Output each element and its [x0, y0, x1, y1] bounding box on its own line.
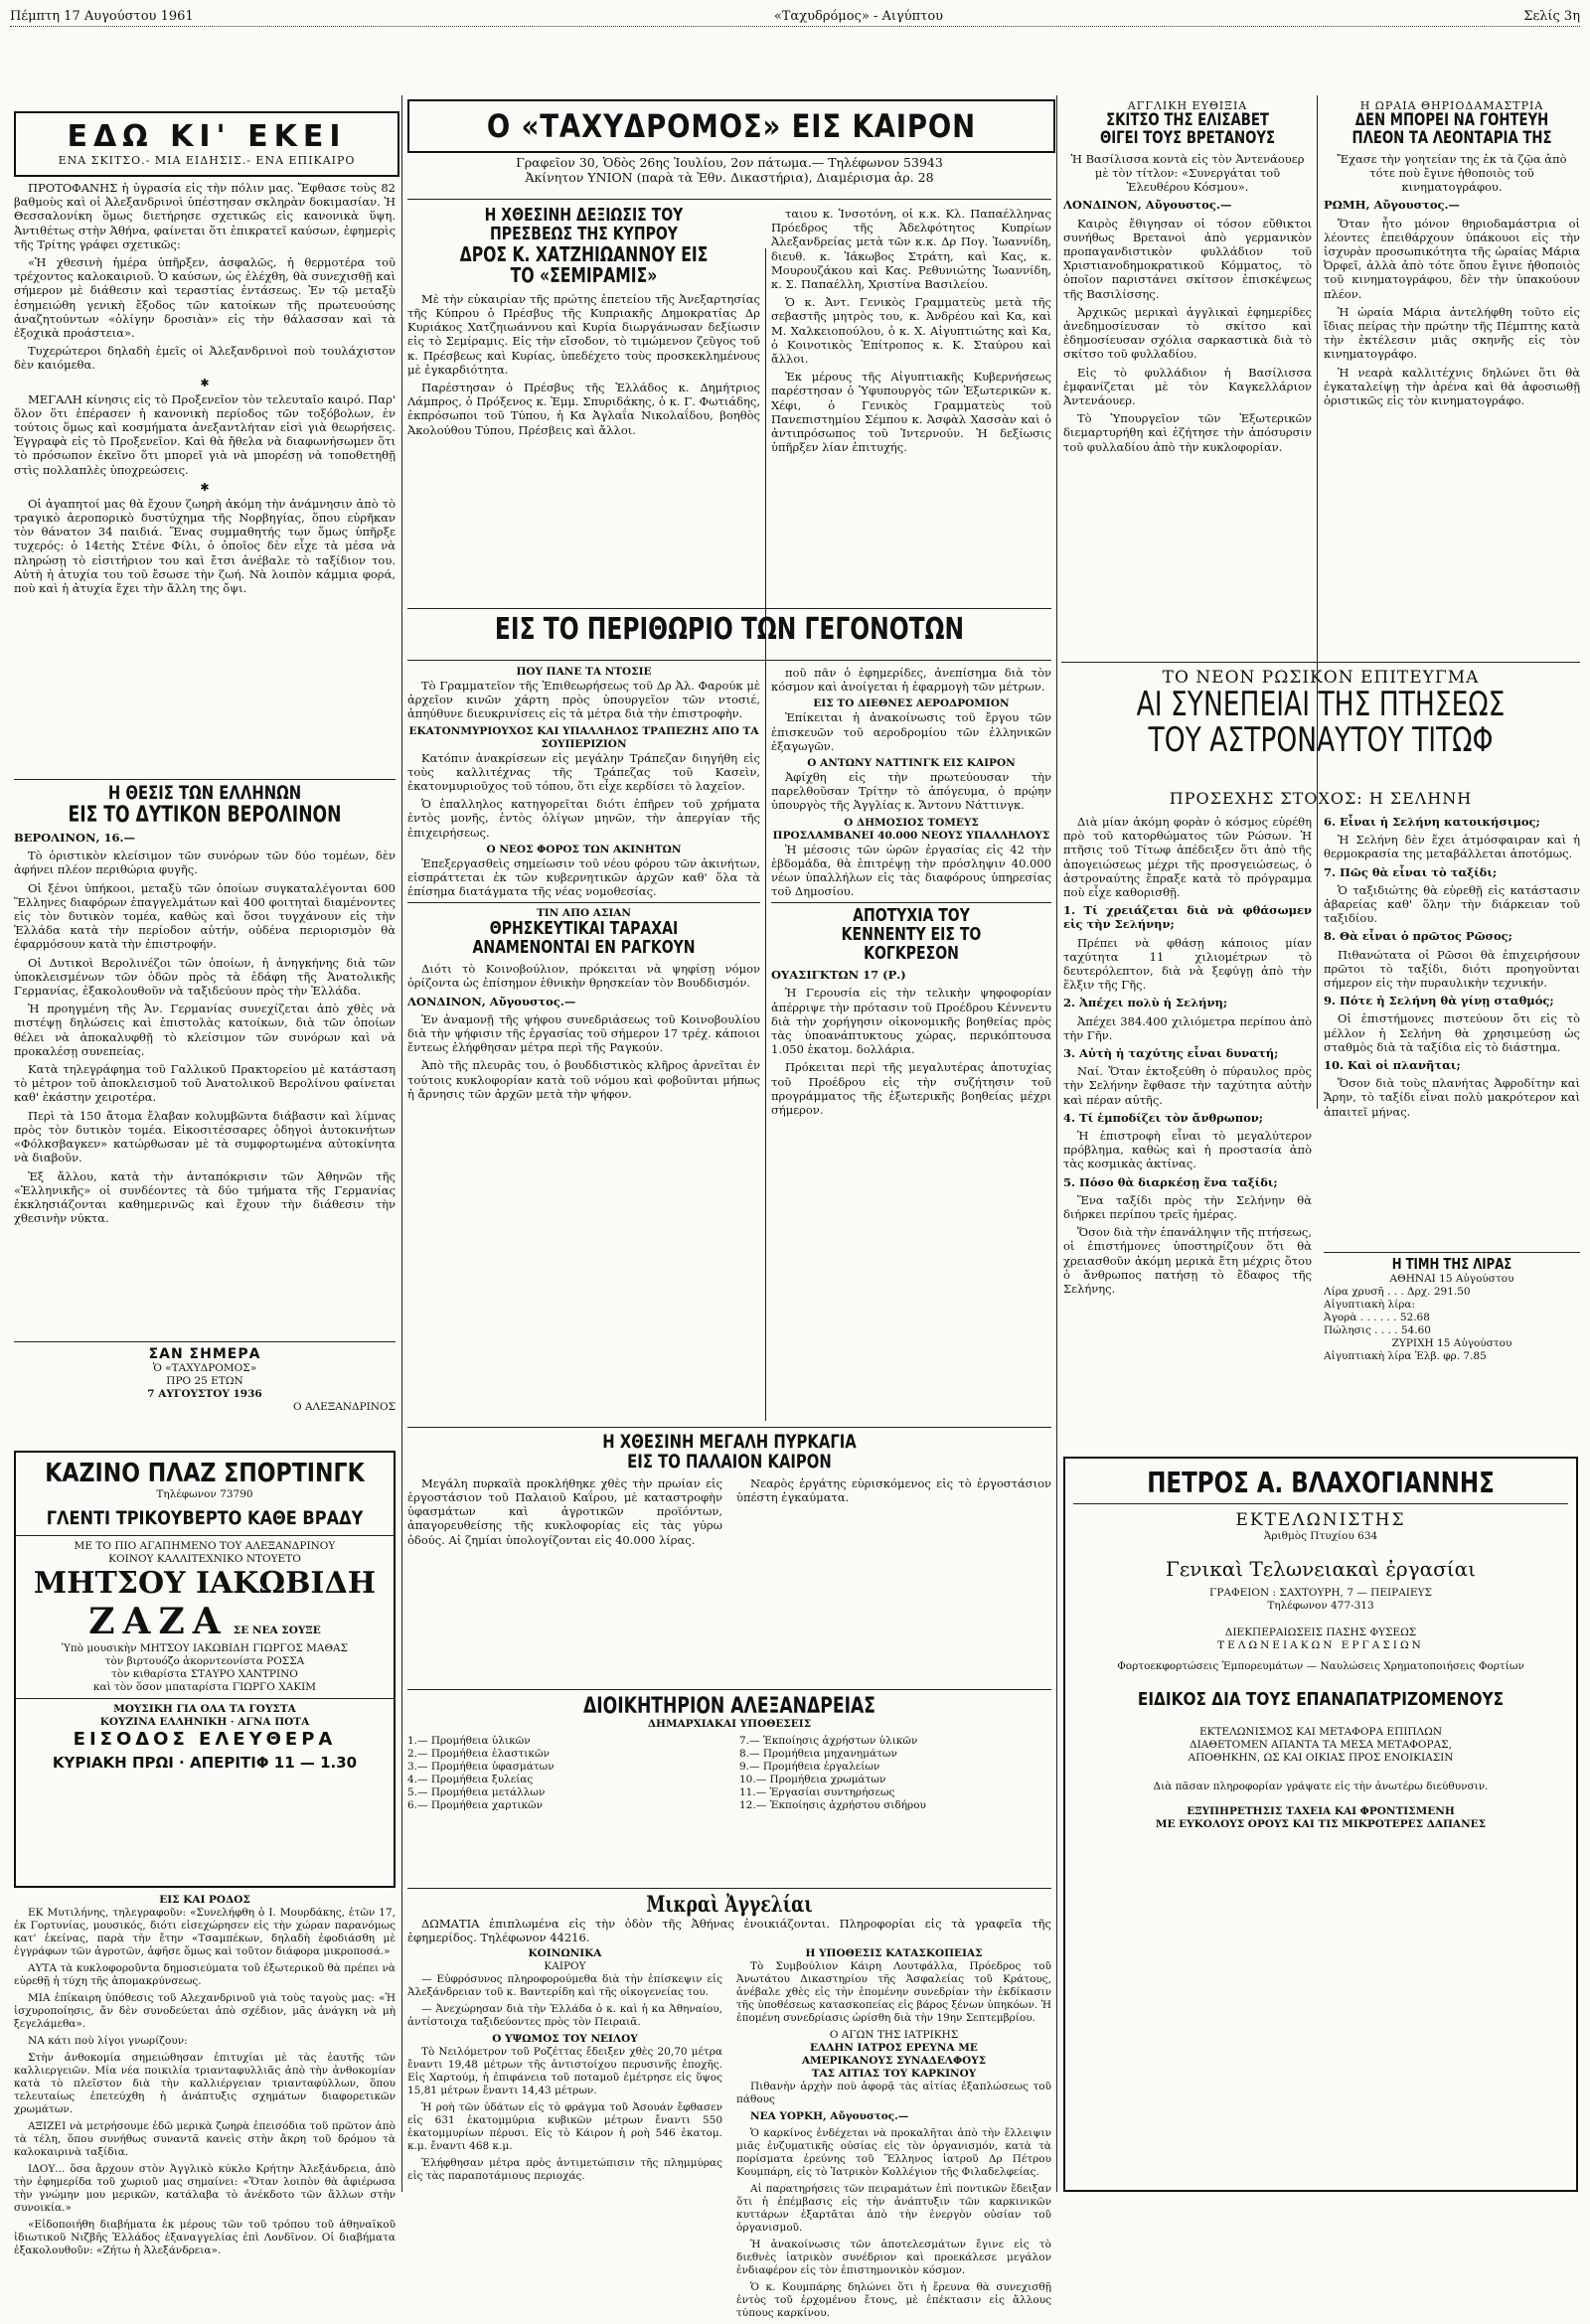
orfi-paragraph: Ἡ ὡραία Μάρια ἀντελήφθη τοῦτο εἰς ἴδιας πείρας τὴν πρώτην τῆς Πέμπτης κατὰ τὴν ἐκτέλεσιν μιᾶς σκηνῆς εἰς τὸν κινηματογράφο.	[1324, 304, 1580, 362]
orfi-article	[1324, 99, 1580, 656]
dioik-item: 8.— Προμήθεια μηχανημάτων	[739, 1748, 897, 1761]
fire-paragraph: Νεαρὸς ἐργάτης εὑρισκόμενος εἰς τὸ ἐργοστάσιον ὑπέστη ἐγκαύματα.	[736, 1475, 1051, 1505]
titov-paragraph: Ὅσον διὰ τὴν ἐπανάληψιν τῆς πτήσεως, οἱ ἐπιστήμονες ὑποστηρίζουν ὅτι θὰ χρειασθοῦν ἀκόμη μερικὰ ἔτη μέχρις ὅτου ὁ ἄνθρωπος πατήσῃ τὸ ἔδαφος τῆς Σελήνης.	[1063, 1225, 1312, 1297]
dioik-sub: ΔΗΜΑΡΧΙΑΚΑΙ ΥΠΟΘΕΣΕΙΣ	[647, 1718, 812, 1731]
titov-kicker: ΤΟ ΝΕΟΝ ΡΩΣΙΚΟΝ ΕΠΙΤΕΥΓΜΑ	[1162, 668, 1480, 688]
hellenes-paragraph: Οἱ Δυτικοὶ Βερολινέζοι τῶν ὁποίων, ἡ ἀνηγκήνης διὰ τῶν ὑποκλεισμένων τῶν ὁδῶν πρὸς τὰ ἐδάφη τῆς Ἀνατολικῆς Γερμανίας, ἐξακολουθοῦν νὰ ταξιδεύουν πρὸς τὴν Ἑλλάδα.	[14, 955, 396, 999]
dioik-item: 7.— Ἐκποίησις ἀχρήστων ὑλικῶν	[739, 1735, 918, 1748]
periph-paragraph: Ἡ Γερουσία εἰς τὴν τελικὴν ψηφοφορίαν ἀπέρριψε τὴν πρότασιν τοῦ Προέδρου Κέννεντυ διὰ τὴν χορήγησιν οἰκονομικῆς βοηθείας πρὸς τὰς ὑποανάπτυκτους χώρας, περικόπτουσα 1.050 ἑκατομ. δολλάρια.	[771, 986, 1051, 1057]
periph-sub: ΕΚΑΤΟΝΜΥΡΙΟΥΧΟΣ ΚΑΙ ΥΠΑΛΛΗΛΟΣ ΤΡΑΠΕΖΗΣ ΑΠΟ ΤΑ ΣΟΥΠΕΡΙΖΙΟΝ	[408, 724, 759, 750]
ad-line: ΑΠΟΘΗΚΗΝ, ΩΣ ΚΑΙ ΟΙΚΙΑΣ ΠΡΟΣ ΕΝΟΙΚΙΑΣΙΝ	[1188, 1752, 1454, 1764]
periph-article	[407, 666, 760, 1421]
titov-answer: Ἡ ἐπιστροφὴ εἶναι τὸ μεγαλύτερον πρόβλημα, καθὼς καὶ ἡ προστασία ἀπὸ τὰς κοσμικὰς ἀκτίνας.	[1063, 1129, 1312, 1171]
address-line: Γραφεῖον 30, Ὁδὸς 26ης Ἰουλίου, 2ον πάτωμα.— Τηλέφωνον 53943	[516, 155, 943, 170]
dioik-list	[407, 1735, 719, 1812]
dateline: ΡΩΜΗ, Αὔγουστος.—	[1324, 198, 1461, 213]
dateline: ΝΕΑ ΥΟΡΚΗ, Αὔγουστος.—	[750, 2110, 909, 2122]
dioik-item: 10.— Προμήθεια χρωμάτων	[739, 1774, 886, 1786]
periph-paragraph: ποῦ πᾶν ὁ ἐφημερίδες, ἀνεπίσημα διὰ τὸν κόσμον καὶ ἀνοίγεται ἡ ἐφαρμογὴ τῶν μέτρων.	[771, 666, 1051, 695]
titov-question: 9. Πότε ἡ Σελήνη θὰ γίνῃ σταθμός;	[1324, 994, 1554, 1008]
rhodes-article	[14, 1894, 396, 2256]
page-number: Σελίς 3η	[1523, 8, 1580, 24]
cyprus-headline-2: ΔΡΟΣ Κ. ΧΑΤΖΗΙΩΑΝΝΟΥ ΕΙΣ ΤΟ «ΣΕΜΙΡΑΜΙΣ»	[459, 241, 709, 287]
asia-headline-2: ΑΝΑΜΕΝΟΝΤΑΙ ΕΝ ΡΑΓΚΟΥΝ	[472, 937, 696, 959]
titov-header	[1061, 668, 1580, 787]
dioik-list	[739, 1735, 1051, 1812]
neilos-paragraph: Τὸ Νειλόμετρον τοῦ Ροζέττας ἔδειξεν χθὲς 20,70 μέτρα ἔναντι 19,48 μέτρων τῆς ἀντιστοίχου περυσινῆς ἐποχῆς. Εἰς Χαρτούμ, ἡ ἐπιφάνεια τοῦ ποταμοῦ ἐμέτρησε εἰς ὕψος 15,81 μέτρων ἔναντι 14,43 μέτρων.	[407, 2046, 722, 2096]
periph-sub: ΤΙΝ ΑΠΟ ΑΣΙΑΝ	[536, 907, 632, 920]
periph-article-right	[771, 666, 1051, 1421]
dioik-item: 6.— Προμήθεια χαρτικῶν	[407, 1799, 543, 1812]
cyprus-paragraph: Ὁ κ. Ἀντ. Γενικὸς Γραμματεὺς μετὰ τῆς σεβαστῆς μητρὸς του, κ. Ἀνδρέου καὶ Κα, καὶ Μ. Χαλκειοπούλου, ὁ κ. Χ. Αἰγυπτιώτης καὶ Κα, ὁ Κοινοτικὸς Ἐπίτροπος κ. Κ. Σταύρου καὶ ἄλλοι.	[771, 295, 1051, 367]
ad-line: ΔΙΕΚΠΕΡΑΙΩΣΕΙΣ ΠΑΣΗΣ ΦΥΣΕΩΣ	[1224, 1627, 1417, 1638]
extra-news	[407, 1947, 1051, 2319]
titov-answer: Ὁ ταξιδιώτης θὰ εὑρεθῇ εἰς κατάστασιν ἀβαρείας καθ' ὅλην τὴν διάρκειαν τοῦ ταξιδίου.	[1324, 882, 1580, 926]
titov-question: 4. Τί ἐμποδίζει τὸν ἄνθρωπον;	[1063, 1110, 1264, 1125]
neilos-headline: Ο ΥΨΩΜΟΣ ΤΟΥ ΝΕΙΛΟΥ	[492, 2033, 638, 2045]
koin-paragraph: — Εὐφρόσυνος πληροφορούμεθα διὰ τὴν ἐπίσκεψιν εἰς Ἀλεξάνδρειαν τοῦ κ. Βαντερίδη καὶ τῆς οἰκογενείας του.	[407, 1973, 722, 1998]
rule	[407, 608, 1051, 609]
casino-line: καὶ τὸν ὅσον μπαταρίστα ΓΙΩΡΓΟ ΧΑΚΙΜ	[92, 1681, 317, 1693]
casino-line: ΚΟΥΖΙΝΑ ΕΛΛΗΝΙΚΗ · ΑΓΝΑ ΠΟΤΑ	[99, 1716, 310, 1728]
titov-subhead-row	[1061, 789, 1580, 811]
ad-line: ΓΡΑΦΕΙΟΝ : ΣΑΧΤΟΥΡΗ, 7 — ΠΕΙΡΑΙΕΥΣ	[1209, 1587, 1432, 1599]
ad-line: ΔΙΑΘΕΤΟΜΕΝ ΑΠΑΝΤΑ ΤΑ ΜΕΣΑ ΜΕΤΑΦΟΡΑΣ,	[1190, 1739, 1452, 1751]
iatr-paragraph: Ὁ κ. Κουμπάρης δηλώνει ὅτι ἡ ἔρευνα θὰ συνεχισθῇ ἐντὸς τοῦ ἐρχομένου ἔτους, μὲ ἐπέκτασιν εἰς ἄλλους τύπους καρκίνου.	[736, 2281, 1051, 2319]
dateline: ΟΥΑΣΙΓΚΤΩΝ 17 (Ρ.)	[771, 968, 906, 983]
rule	[407, 1689, 1051, 1690]
casino-slogan: ΓΛΕΝΤΙ ΤΡΙΚΟΥΒΕΡΤΟ ΚΑΘΕ ΒΡΑΔΥ	[46, 1507, 364, 1529]
kennedy-headline-2: ΚΕΝΝΕΝΤΥ ΕΙΣ ΤΟ ΚΟΓΚΡΕΣΟΝ	[841, 924, 982, 965]
iatr-headline-2: ΑΜΕΡΙΚΑΝΟΥΣ ΣΥΝΑΔΕΛΦΟΥΣ	[801, 2055, 987, 2067]
edo-article	[14, 181, 396, 767]
casino-line: ΚΥΡΙΑΚΗ ΠΡΩΙ · ΑΠΕΡΙΤΙΦ 11 — 1.30	[52, 1754, 358, 1772]
periph-paragraph: Κατόπιν ἀνακρίσεων εἰς μεγάλην Τράπεζαν διηγήθη εἰς τοὺς καλλιτέχνας τῆς Τράπεζας τοῦ Κασεὶν, ἐκατονμυριοῦχος τοῦ τόπου, ὅτι εἶχε κερδίσει τὸ λαχεῖον.	[407, 750, 760, 794]
periph-paragraph: Ἐπεξεργασθεὶς σημείωσιν τοῦ νέου φόρου τῶν ἀκινήτων, εἰσπράττεται ἐκ τῶν κυβερνητικῶν ἀρχῶν καθ' ὅλα τὰ ἐπίσημα διατάγματα τῆς νέας νομοθεσίας.	[407, 855, 760, 899]
dateline: ΛΟΝΔΙΝΟΝ, Αὔγουστος.—	[407, 994, 576, 1008]
elis-paragraph: Ἀρχικῶς μερικαὶ ἀγγλικαὶ ἐφημερίδες ἀνεδημοσίευσαν τὸ σκίτσο καὶ ἐδημοσίευσαν σχόλια σαρκαστικὰ διὰ τὸ σκίτσο τοῦ φυλλαδίου.	[1063, 304, 1312, 362]
periph-sub: Ο ΝΕΟΣ ΦΟΡΟΣ ΤΩΝ ΑΚΙΝΗΤΩΝ	[486, 843, 682, 855]
periph-sub: ΠΡΟΣΛΑΜΒΑΝΕΙ 40.000 ΝΕΟΥΣ ΥΠΑΛΛΗΛΟΥΣ	[772, 829, 1050, 842]
titov-answer: Ἕνα ταξίδι πρὸς τὴν Σελήνην θὰ διήρκει περίπου τρεῖς ἡμέρας.	[1063, 1192, 1312, 1222]
orfi-paragraph: Ὅταν ἦτο μόνον θηριοδαμάστρια οἱ λέοντες ἐπειθάρχουν ὑπάκουοι εἰς τὴν ἰσχυρὰν προσωπικότητα τῆς ὡραίας Μάρια Ὀρφεῖ, ἀλλὰ ἀπὸ τότε ὅπου ἔγινε ἡθοποιὸς τοῦ κινηματογράφου, δὲν τὴν ὑπακούουν πλέον.	[1324, 216, 1580, 301]
rule	[407, 1427, 1051, 1428]
titov-subhead: ΠΡΟΣΕΧΗΣ ΣΤΟΧΟΣ: Η ΣΕΛΗΝΗ	[1169, 789, 1473, 808]
lira-row: Πώλησις . . . . 54.60	[1324, 1323, 1431, 1336]
cyprus-article-cont	[771, 207, 1051, 604]
sim-line: Ὁ «ΤΑΧΥΔΡΟΜΟΣ»	[152, 1362, 257, 1374]
mikrai-paragraph: ΔΩΜΑΤΙΑ ἐπιπλωμένα εἰς τὴν ὁδὸν τῆς Ἀθήνας ἐνοικιάζονται. Πληροφορίαι εἰς τὰ γραφεῖα τῆς ἐφημερίδος. Τηλέφωνον 44216.	[407, 1917, 1051, 1945]
titov-answer: Ὅσον διὰ τοὺς πλανήτας Ἀφροδίτην καὶ Ἄρην, τὸ ταξίδι εἶναι πολὺ μακρότερον καὶ ἀπαιτεῖ μήνας.	[1324, 1076, 1580, 1119]
hellenes-article	[14, 775, 396, 1331]
rhodes-paragraph: ΑΞΙΖΕΙ νὰ μετρήσουμε ἐδῶ μερικὰ ζωηρὰ ἐπεισόδια τοῦ πρῶτον ἀπὸ τὰ τέλη, ὅπου συνήθως συναντᾶ κανεὶς στὴν ἄκρη τοῦ δρόμου τὰ καλοκαιρινὰ ταξίδια.	[14, 2120, 396, 2158]
titov-paragraph: Διὰ μίαν ἀκόμη φορὰν ὁ κόσμος εὑρέθη πρὸ τοῦ κατορθώματος τῶν Ρώσων. Ἡ πτῆσις τοῦ Τίτωφ ἀπέδειξεν ὅτι ἀπὸ τῆς ἀπογειώσεως μέχρι τῆς προσγειώσεως, ὁ ἀστροναύτης ἔπραξε κατὰ τὸ πρόγραμμα ποὺ εἶχε καθορισθῇ.	[1063, 815, 1312, 900]
iatr-headline-3: ΤΑΣ ΑΙΤΙΑΣ ΤΟΥ ΚΑΡΚΙΝΟΥ	[811, 2068, 977, 2080]
hellenes-paragraph: Ἐξ ἄλλου, κατὰ τὴν ἀνταπόκρισιν τῶν Ἀθηνῶν τῆς «Ἑλληνικῆς» οἱ συνδέοντες τὰ δύο τμήματα τῆς Γερμανίας ἐκκλησιάζονται καθημερινῶς καὶ ἔχουν τὴν διάθεσιν τὴν χθεσινὴν νύκτα.	[14, 1168, 396, 1226]
orfi-tag: Η ΩΡΑΙΑ ΘΗΡΙΟΔΑΜΑΣΤΡΙΑ	[1359, 99, 1544, 112]
ad-line: Διὰ πᾶσαν πληροφορίαν γράψατε εἰς τὴν ἀνωτέρω διεύθυνσιν.	[1153, 1781, 1489, 1792]
periph-sub: ΕΙΣ ΤΟ ΔΙΕΘΝΕΣ ΑΕΡΟΔΡΟΜΙΟΝ	[813, 697, 1010, 710]
elis-headline-1: ΣΚΙΤΣΟ ΤΗΣ ΕΛΙΣΑΒΕΤ	[1106, 110, 1269, 130]
elis-tag: ΑΓΓΛΙΚΗ ΕΥΘΙΞΙΑ	[1127, 99, 1248, 112]
sim-line: 7 ΑΥΓΟΥΣΤΟΥ 1936	[147, 1388, 262, 1400]
ad-line: ΜΕ ΕΥΚΟΛΟΥΣ ΟΡΟΥΣ ΚΑΙ ΤΙΣ ΜΙΚΡΟΤΕΡΕΣ ΔΑΠΑΝΕΣ	[1155, 1818, 1487, 1830]
elis-paragraph: Καιρὸς ἔθιγησαν οἱ τόσον εὔθικτοι συνήθως Βρετανοὶ ἀπὸ γερμανικὸν προπαγανδιστικὸν φυλλάδιον τοῦ Χριστιανοδημοκρατικοῦ Κόμματος, τὸ ὁποῖον παριστάνει σκίτσον ἐπισκέψεως τῆς Βασιλίσσης.	[1063, 216, 1312, 301]
periph-sub: Ο ΑΝΤΩΝΥ ΝΑΤΤΙΝΓΚ ΕΙΣ ΚΑΙΡΟΝ	[807, 757, 1016, 770]
neilos-paragraph: Ἡ ροὴ τῶν ὑδάτων εἰς τὸ φράγμα τοῦ Ἀσουάν ἔφθασεν εἰς 631 ἑκατομμύρια κυβικῶν μέτρων ἔναντι 550 ἑκατομμυρίων πέρυσι. Εἰς τὸ Κάιρον ἡ ροὴ 546 ἑκατομ. κ.μ. ἔναντι 468 κ.μ.	[407, 2101, 722, 2152]
dioik-item: 1.— Προμήθεια ὑλικῶν	[407, 1735, 531, 1748]
cyprus-article	[407, 207, 760, 604]
casino-line: Ὑπὸ μουσικὴν ΜΗΤΣΟΥ ΙΑΚΩΒΙΔΗ ΓΙΩΡΓΟΣ ΜΑΘΑΣ	[61, 1642, 349, 1654]
column-rule	[1056, 95, 1057, 2192]
rule	[1061, 662, 1580, 663]
sim-article	[14, 1337, 396, 1443]
ad-line: Γενικαὶ Τελωνειακαὶ ἐργασίαι	[1166, 1557, 1476, 1581]
ad-line: ΕΙΔΙΚΟΣ ΔΙΑ ΤΟΥΣ ΕΠΑΝΑΠΑΤΡΙΖΟΜΕΝΟΥΣ	[1137, 1689, 1505, 1710]
fire-article	[407, 1433, 1051, 1681]
orfi-headline-2: ΠΛΕΟΝ ΤΑ ΛΕΟΝΤΑΡΙΑ ΤΗΣ	[1352, 127, 1552, 148]
dioik-item: 2.— Προμήθεια ἐλαστικῶν	[407, 1748, 550, 1761]
iatr-sub: Ο ΑΓΩΝ ΤΗΣ ΙΑΤΡΙΚΗΣ	[829, 2029, 959, 2041]
iatr-paragraph: Ἡ ἀνακοίνωσις τῶν ἀποτελεσμάτων ἔγινε εἰς τὸ διεθνὲς ἰατρικὸν συνέδριον καὶ προεκάλεσε μεγάλον ἐνδιαφέρον εἰς τὸν ἐπιστημονικὸν κόσμον.	[736, 2239, 1051, 2276]
periph-paragraph: Ὁ ἐπαλληλος κατηγορεῖται διότι ἐπῆρεν τοῦ χρήματα ἐντὸς μονῆς, ἐντὸς ὀλίγων μηνῶν, τὴν ἀπεργίαν τῆς ἐπιχειρήσεως.	[407, 797, 760, 840]
dioik-headline: ΔΙΟΙΚΗΤΗΡΙΟΝ ΑΛΕΞΑΝΔΡΕΙΑΣ	[583, 1694, 875, 1719]
casino-line: ΚΟΙΝΟΥ ΚΑΛΛΙΤΕΧΝΙΚΟ ΝΤΟΥΕΤΟ	[108, 1553, 301, 1565]
column-rule	[1317, 95, 1318, 1109]
periph-paragraph: Ἐπίκειται ἡ ἀνακοίνωσις τοῦ ἔργου τῶν ἐπισκευῶν τοῦ αεροδρομίου τῶν ἐλληνικῶν ἐξαγωγῶν.	[771, 710, 1051, 753]
periph-paragraph: Ἡ μέσοσις τῶν ὡρῶν ἐργασίας εἰς 42 τὴν ἑβδομάδα, θὰ ἐπιτρέψῃ τὴν πρόσληψιν 40.000 νέων ὑπαλλήλων εἰς τὰς διαφόρους ὑπηρεσίας τοῦ Δημοσίου.	[771, 842, 1051, 899]
katask-paragraph: Τὸ Συμβούλιον Κάιρη Λουτφάλλα, Πρόεδρος τοῦ Ἀνωτάτου Δικαστηρίου τῆς Ἀσφαλείας τοῦ Κράτους, ἀνέβαλε χθὲς εἰς τὴν ἑπομένην συνεδρίαν τὴν ἐκδίκασιν τῆς ὑποθέσεως κατασκοπείας εἰς βάρος ξένων ὑπηκόων. Ἡ ἐπομένη συνεδρίασις ὡρίσθη διὰ τὴν 19ην Σεπτεμβρίου.	[736, 1960, 1051, 2024]
elis-paragraph: Τὸ Ὑπουργεῖον τῶν Ἐξωτερικῶν διεμαρτυρήθη καὶ ἐζήτησε τὴν ἀπόσυρσιν τοῦ φυλλαδίου ἀπὸ τὴν κυκλοφορίαν.	[1063, 411, 1312, 454]
fire-headline-1: Η ΧΘΕΣΙΝΗ ΜΕΓΑΛΗ ΠΥΡΚΑΓΙΑ	[602, 1431, 857, 1453]
casino-artist: ΜΗΤΣΟΥ ΙΑΚΩΒΙΔΗ	[33, 1566, 377, 1601]
ad-line: Ἀριθμὸς Πτυχίου 634	[1263, 1530, 1378, 1542]
fire-paragraph: Μεγάλη πυρκαϊὰ προκλήθηκε χθὲς τὴν πρωίαν εἰς ἑργοστάσιον τοῦ Παλαιοῦ Καΐρου, μὲ καταστροφὴν ὑφασμάτων καὶ ἀγροτικῶν προϊόντων, ἀπαγορευθείσης τῆς κυκλοφορίας εἰς τὰς γύρω ὁδούς. Αἱ ζημίαι ὑπολογίζονται εἰς 40.000 λίρας.	[407, 1475, 722, 1547]
issue-date: Πέμπτη 17 Αυγούστου 1961	[10, 8, 194, 24]
column-rule	[401, 95, 402, 2192]
orfi-lead: Ἔχασε τὴν γοητείαν της ἐκ τὰ ζῷα ἀπὸ τότε ποὺ ἔγινε ἡθοποιὸς τοῦ κινηματογράφου.	[1337, 151, 1567, 195]
rhodes-paragraph: Στὴν ἀνθοκομία σημειώθησαν ἐπιτυχίαι μὲ τὰς ἐαυτῆς τῶν καλλιεργειῶν. Μία νέα ποικιλία τριανταφυλλιᾶς ἀπὸ τὴν ἀνθοκομίαν κατὰ τὸ πλεῖστον διὰ τὴν καλλιέργειαν τριανταφύλλων, ὅπου τελευταίως ἐπετεύχθη ἡ ἀνάπτυξις σχημάτων διαφορετικῶν χρωμάτων.	[14, 2052, 396, 2115]
lira-row: Αἰγυπτιακὴ λίρα:	[1324, 1298, 1416, 1311]
periph-paragraph: Τὸ Γραμματεῖον τῆς Ἐπιθεωρήσεως τοῦ Δρ Ἀλ. Φαρούκ μὲ ἀρχεῖον κινῶν χάρτη πρὸς ὑπουργεῖον τῶν ντοσιέ, ἀπηύθυνε διευκρινίσεις εἰς τὰ μέτρα διὰ τὴν ἐπιστροφὴν.	[407, 679, 760, 721]
dioik-item: 3.— Προμήθεια ὑφασμάτων	[407, 1761, 555, 1774]
section-title: Ο «ΤΑΧΥΔΡΟΜΟΣ» ΕΙΣ ΚΑΙΡΟΝ	[486, 107, 977, 145]
katask-headline: Η ΥΠΟΘΕΣΙΣ ΚΑΤΑΣΚΟΠΕΙΑΣ	[805, 1947, 983, 1959]
titov-article	[1063, 815, 1312, 1451]
iatr-headline-1: ΕΛΛΗΝ ΙΑΤΡΟΣ ΕΡΕΥΝΑ ΜΕ	[810, 2042, 978, 2054]
dateline: ΒΕΡΟΛΙΝΟΝ, 16.—	[14, 831, 136, 846]
ad-line: ΕΚΤΕΛΩΝΙΣΜΟΣ ΚΑΙ ΜΕΤΑΦΟΡΑ ΕΠΙΠΛΩΝ	[1198, 1726, 1443, 1738]
casino-name: ΚΑΖΙΝΟ ΠΛΑΖ ΣΠΟΡΤΙΝΓΚ	[45, 1459, 365, 1488]
koin-paragraph: — Ἀνεχώρησαν διὰ τὴν Ἑλλάδα ὁ κ. καὶ ἡ κα Ἀθηναίου, ἀντίστοιχα ταξιδεύοντες πρὸς τὸν Πειραιᾶ.	[407, 2003, 722, 2028]
divider: ✱	[200, 376, 210, 389]
edo-paragraph: Οἱ ἀγαπητοί μας θὰ ἔχουν ζωηρὴ ἀκόμη τὴν ἀνάμνησιν ἀπὸ τὸ τραγικὸ ἀεροπορικὸ δυστύχημα τῆς Νορβηγίας, ὅπου εὑρῆκαν τὸν θάνατον 34 παιδιά. Ἕνας συμμαθητής των ὅμως ὑπῆρξε τυχερός: ὁ 14ετὴς Στένε Φίλι, ὁ ὁποῖος δὲν εἶχε τὰ μέσα νὰ πληρώσῃ τὸ εἰσιτήριον του καὶ ἔτσι ἀνέβαλε τὸ ταξίδιον του. Αὐτὴ ἡ ἀτυχία του τοῦ ἔσωσε τὴν ζωή. Νὰ λοιπὸν κάμμια φορά, ποὺ καὶ ἡ ἀτυχία ἔχει τὴν ἄλλη της ὄψι.	[14, 496, 396, 596]
casino-ad	[14, 1451, 396, 1888]
rhodes-paragraph: ΝΑ κάτι ποὺ λίγοι γνωρίζουν:	[28, 2035, 188, 2047]
titov-answer: Πρέπει νὰ φθάσῃ κάποιος μίαν ταχύτητα 11 χιλιομέτρων τὸ δευτερόλεπτον, διὰ νὰ ξεφύγῃ ἀπὸ τὴν ἕλξιν τῆς Γῆς.	[1063, 935, 1312, 993]
dioik-item: 11.— Ἐργασίαι συντηρήσεως	[739, 1786, 895, 1799]
ad-role: ΕΚΤΕΛΩΝΙΣΤΗΣ	[1235, 1510, 1406, 1530]
titov-question: 7. Πῶς θὰ εἶναι τὸ ταξίδι;	[1324, 864, 1498, 879]
titov-question: 10. Καὶ οἱ πλανῆται;	[1324, 1058, 1461, 1073]
hellenes-headline-2: ΕΙΣ ΤΟ ΔΥΤΙΚΟΝ ΒΕΡΟΛΙΝΟΝ	[68, 802, 342, 828]
rhodes-paragraph: ΑΥΤΑ τὰ κυκλοφοροῦντα δημοσιεύματα τοῦ ἐξωτερικοῦ θὰ πρέπει νὰ εὑρεθῇ ἡ τύχη τῆς ἀπομακρύνσεως.	[14, 1962, 396, 1987]
asia-headline-1: ΘΡΗΣΚΕΥΤΙΚΑΙ ΤΑΡΑΧΑΙ	[489, 918, 679, 940]
casino-line: ΕΙΣΟΔΟΣ ΕΛΕΥΘΕΡΑ	[73, 1729, 337, 1750]
elis-paragraph: Εἰς τὸ φυλλάδιον ἡ Βασίλισσα ἐμφανίζεται μὲ τὸν Καγκελλάριον Ἀντενάουερ.	[1063, 365, 1312, 407]
sim-signature: Ο ΑΛΕΞΑΝΔΡΙΝΟΣ	[293, 1401, 396, 1413]
periph-sub: ΠΟΥ ΠΑΝΕ ΤΑ ΝΤΟΣΙΕ	[516, 666, 652, 678]
ad-line: ΕΞΥΠΗΡΕΤΗΣΙΣ ΤΑΧΕΙΑ ΚΑΙ ΦΡΟΝΤΙΣΜΕΝΗ	[1187, 1805, 1455, 1817]
dioik-item: 5.— Προμήθεια μετάλλων	[407, 1786, 546, 1799]
lira-box	[1324, 1248, 1580, 1447]
ad-line: ΤΕΛΩΝΕΙΑΚΩΝ ΕΡΓΑΣΙΩΝ	[1217, 1639, 1424, 1651]
rule	[407, 1888, 1051, 1889]
edo-title: ΕΔΩ ΚΙ' ΕΚΕΙ	[67, 119, 347, 154]
periph-headline: ΕΙΣ ΤΟ ΠΕΡΙΘΩΡΙΟ ΤΩΝ ΓΕΓΟΝΟΤΩΝ	[494, 612, 965, 647]
divider: ✱	[200, 480, 210, 494]
title-box	[407, 99, 1055, 153]
titov-article-cont	[1324, 815, 1580, 1242]
lira-sub: ΑΘΗΝΑΙ 15 Αὐγούστου	[1389, 1272, 1514, 1285]
column-rule	[765, 248, 766, 1421]
sim-paragraph: «Εἰδοποιήθη διαβήματα ἐκ μέρους τῶν τοῦ τρόπου τοῦ ἀθηναϊκοῦ ἰδιωτικοῦ Νιζβῆς Ἑλλάδος ἐξαναγγελίας ἐπὶ Λονδῖνον. Οἱ διαβήματα ἐξακολουθοῦν: «Ζήτω ἡ Ἀλεξάνδρεια».	[14, 2219, 396, 2256]
hellenes-paragraph: Περὶ τὰ 150 ἄτομα ἔλαβαν κολυμβῶντα διάβασιν καὶ λίμνας πρὸς τὸν δυτικὸν τομέα. Εἰκοσιτέσσαρες ὁδηγοὶ ἀυτοκινήτων «Φόλκσβαγκεν» κατώρθωσαν μὲ τὰ συμφορτωμένα αὐτοκίνητα νὰ διαβοῦν.	[14, 1108, 396, 1165]
titov-answer: Ἡ Σελήνη δὲν ἔχει ἀτμόσφαιραν καὶ ἡ θερμοκρασία της μεταβάλλεται ἀποτόμως.	[1324, 833, 1580, 861]
paper-name: «Ταχυδρόμος» - Αιγύπτου	[773, 8, 944, 24]
ad-line: Φορτοεκφορτώσεις Ἐμπορευμάτων — Ναυλώσεις Χρηματοποιήσεις Φορτίων	[1117, 1660, 1524, 1672]
casino-artist-note: ΣΕ ΝΕΑ ΣΟΥΞΕ	[233, 1625, 321, 1636]
titov-question: 5. Πόσο θὰ διαρκέσῃ ἕνα ταξίδι;	[1063, 1174, 1278, 1189]
titov-answer: Ναί. Ὅταν ἐκτοξεύθη ὁ πύραυλος πρὸς τὴν Σελήνην ἔφθασε τὴν ταχύτητα αὐτὴν καὶ πέραν αὐτῆς.	[1063, 1064, 1312, 1107]
lira-row: Αἰγυπτιακὴ λίρα Ἐλβ. φρ. 7.85	[1324, 1349, 1487, 1362]
hellenes-paragraph: Κατὰ τηλεγράφημα τοῦ Γαλλικοῦ Πρακτορείου μὲ κατάσταση τὸ μέτρον τοῦ ἀποκλεισμοῦ τοῦ Ἀνατολικοῦ Βερολίνου φαίνεται καθ' ἑκάστην χειροτέρα.	[14, 1062, 396, 1105]
edo-paragraph: «Ἡ χθεσινὴ ἡμέρα ὑπῆρξεν, ἀσφαλῶς, ἡ θερμοτέρα τοῦ τρέχοντος καλοκαιριοῦ. Ὁ καύσων, ὡς ἐλέχθη, θὰ συνεχισθῇ καὶ σήμερον μὲ διάθεσιν καὶ τεραστίας ἐντάσεως. Ἐν τῷ μεταξὺ ἐσημειώθη γενικὴ ἔξοδος τῶν κατοίκων τῆς πρωτευούσης ἀναζητούντων «ὀλίγην δροσιὰν» εἰς τὴν θάλασσαν καὶ τὰ ἐξοχικὰ προάστεια».	[14, 255, 396, 341]
dioik-item: 4.— Προμήθεια ξυλείας	[407, 1774, 534, 1786]
rhodes-paragraph: ΜΙΑ ἐπίκαιρη ὑπόθεσις τοῦ Αλεχανδρινοῦ γιὰ τοὺς ταγοὺς μας: «Ἡ ἰσχυροποίησις, ἄν δὲν συνοδεύεται ἀπὸ σχέδιον, μᾶς ἀνάγκη νὰ μὴ ξεγελάμεθα».	[14, 1992, 396, 2030]
cyprus-paragraph: ταιου κ. Ἰνσοτόνη, οἱ κ.κ. Κλ. Παπαέλληνας Πρόεδρος τῆς Ἀδελφότητος Κυπρίων Ἀλεξανδρείας μετὰ τῶν κ.κ. Δρ Πογ. Ἰωαννίδη, διευθ. κ. Ἰάκωβος Στράτη, καὶ Κας, κ. Μουρουζάκου καὶ Κας. Ρεθυνιώτης Ἰωαννίδη, κ. Σ. Παπαέλλη, Χριστίνα Βασιλείου.	[771, 207, 1051, 292]
fire-headline-2: ΕΙΣ ΤΟ ΠΑΛΑΙΟΝ ΚΑΙΡΟΝ	[627, 1450, 832, 1472]
titov-question: 3. Αὐτὴ ἡ ταχύτης εἶναι δυνατή;	[1063, 1046, 1279, 1061]
titov-question: 1. Τί χρειάζεται διὰ νὰ φθάσωμεν εἰς τὴν Σελήνην;	[1063, 903, 1312, 932]
title-address	[407, 155, 1051, 195]
periph-paragraph: Ἐν ἀναμονῇ τῆς ψήφου συνεδριάσεως τοῦ Κοινοβουλίου διὰ τὴν ψήφισιν τῆς ἐργασίας τοῦ σήμερον 17 τρέχ. κάποιοι ἔντεως ἐλήφθησαν μέτρα περὶ τῆς Ραγκούν.	[407, 1011, 760, 1055]
edo-header-box	[14, 111, 399, 177]
titov-question: 6. Εἶναι ἡ Σελήνη κατοικήσιμος;	[1324, 815, 1540, 829]
neilos-paragraph: Ἐλήφθησαν μέτρα πρὸς ἀντιμετώπισιν τῆς πλημμύρας εἰς τὰς παραποτάμιους περιοχάς.	[407, 2157, 722, 2182]
casino-artist-row	[16, 1601, 394, 1642]
ad-line: Τηλέφωνον 477-313	[1267, 1600, 1374, 1612]
hellenes-headline-1: Η ΘΕΣΙΣ ΤΩΝ ΕΛΛΗΝΩΝ	[107, 782, 302, 804]
page-header	[10, 6, 1580, 27]
periph-sub: Ο ΔΗΜΟΣΙΟΣ ΤΟΜΕΥΣ	[844, 816, 979, 829]
titov-headline-2: ΤΟΥ ΑΣΤΡΟΝΑΥΤΟΥ ΤΙΤΩΦ	[1148, 719, 1494, 760]
rhodes-headline: ΕΙΣ ΚΑΙ ΡΟΔΟΣ	[159, 1894, 250, 1906]
casino-line: ΜΟΥΣΙΚΗ ΓΙΑ ΟΛΑ ΤΑ ΓΟΥΣΤΑ	[113, 1703, 296, 1715]
edo-paragraph: ΠΡΟΤΟΦΑΝΗΣ ἡ ὑγρασία εἰς τὴν πόλιν μας. Ἔφθασε τοὺς 82 βαθμοὺς καὶ οἱ Ἀλεξανδρινοὶ ὑπέστησαν σκληρὰν δοκιμασίαν. Ἡ Θεσσαλονίκη ὅμως διετήρησε σχετικῶς εἰς κανονικὰ ὕψη. Ἀντιθέτως στὴν Ἀθήνα, φαίνεται ὅτι ἐπικρατεῖ καύσων, ἐφημερὶς τῆς Τρίτης γράφει σχετικῶς:	[14, 181, 397, 251]
casino-line: ΜΕ ΤΟ ΠΙΟ ΑΓΑΠΗΜΕΝΟ ΤΟΥ ΑΛΕΞΑΝΔΡΙΝΟΥ	[74, 1540, 336, 1552]
iatr-paragraph: Αἱ παρατηρήσεις τῶν πειραμάτων ἐπὶ ποντικῶν ἔδειξαν ὅτι ἡ ἐπέμβασις εἰς τὴν ἀνάπτυξιν τῶν καρκινικῶν κυττάρων ἐξαρτᾶται ἀπὸ τὴν ἐνεργὸν οὐσίαν τοῦ ὀργανισμοῦ.	[736, 2183, 1051, 2234]
lira-row: Λίρα χρυσῆ . . . Δρχ. 291.50	[1324, 1285, 1471, 1298]
periph-paragraph: Ἀπὸ τῆς πλευρᾶς του, ὁ βουδδιστικὸς κλῆρος ἀρνεῖται ἐν τούτοις κυκλοφορίαν κατὰ τοῦ νόμου καὶ φοβοῦνται μήπως ἡ ἄρνησις τῶν ἀρχῶν μετὰ τὴν ψήφον.	[407, 1058, 760, 1101]
koin-headline: ΚΟΙΝΩΝΙΚΑ	[528, 1947, 602, 1959]
lira-headline: Η ΤΙΜΗ ΤΗΣ ΛΙΡΑΣ	[1391, 1255, 1512, 1273]
casino-phone: Τηλέφωνον 73790	[156, 1488, 253, 1500]
kennedy-headline-1: ΑΠΟΤΥΧΙΑ ΤΟΥ	[853, 905, 970, 927]
sim-line: ΠΡΟ 25 ΕΤΩΝ	[166, 1375, 243, 1387]
titov-question: 2. Ἀπέχει πολὺ ἡ Σελήνη;	[1063, 996, 1228, 1010]
mikrai-headline: Μικραὶ Ἀγγελίαι	[646, 1892, 813, 1918]
casino-line: τὸν κιθαρίστα ΣΤΑΥΡΟ ΧΑΝΤΡΙΝΟ	[111, 1668, 298, 1680]
periph-paragraph: Πρόκειται περὶ τῆς μεγαλυτέρας ἀποτυχίας τοῦ Προέδρου εἰς τὴν συζήτησιν τοῦ προγράμματος τῆς ἐξωτερικῆς βοηθείας μέχρι σήμερον.	[771, 1060, 1051, 1117]
edo-subtitle: ΕΝΑ ΣΚΙΤΣΟ.- ΜΙΑ ΕΙΔΗΣΙΣ.- ΕΝΑ ΕΠΙΚΑΙΡΟ	[58, 154, 356, 167]
titov-headline-1: ΑΙ ΣΥΝΕΠΕΙΑΙ ΤΗΣ ΠΤΗΣΕΩΣ	[1136, 685, 1506, 724]
rule	[407, 199, 1051, 200]
elis-lead: Ἡ Βασίλισσα κοντὰ εἰς τὸν Ἀντενάουερ μὲ τὸν τίτλον: «Συνεργάται τοῦ Ἐλευθέρου Κόσμου».	[1070, 151, 1305, 195]
vlachogiannis-ad	[1063, 1457, 1578, 2192]
titov-answer: Πιθανώτατα οἱ Ρῶσοι θὰ ἐπιχειρήσουν πρῶτοι τὸ ταξίδι, διότι προηγοῦνται σήμερον εἰς τὴν πυραυλικὴν τεχνικήν.	[1324, 947, 1580, 991]
cyprus-paragraph: Μὲ τὴν εὐκαιρίαν τῆς πρώτης ἐπετείου τῆς Ἀνεξαρτησίας τῆς Κύπρου ὁ Πρέσβυς τῆς Κυπριακῆς Δημοκρατίας Δρ Κυριάκος Χατζηιωάννου καὶ Κυρία διωργάνωσαν δεξίωσιν εἰς τὸ Σεμίραμις. Εἰς τὴν εἴσοδον, τὸ τιμώμενον ζεῦγος τοῦ κ. Πρέσβεως καὶ Κυρίας, ὑπεδέχετο τοὺς προσκεκλημένους μὲ ἐγκαρδιότητα.	[407, 291, 760, 377]
cyprus-headline-1: Η ΧΘΕΣΙΝΗ ΔΕΞΙΩΣΙΣ ΤΟΥ ΠΡΕΣΒΕΩΣ ΤΗΣ ΚΥΠΡΟΥ	[484, 205, 684, 244]
titov-answer: Οἱ ἐπιστήμονες πιστεύουν ὅτι εἰς τὸ μέλλον ἡ Σελήνη θὰ χρησιμεύσῃ ὡς σταθμὸς διὰ τὰ ταξίδια εἰς τὸ διάστημα.	[1324, 1011, 1580, 1054]
periph-header	[407, 614, 1051, 658]
rule	[407, 660, 1051, 661]
iatr-paragraph: Ὁ καρκίνος ἐνδέχεται νὰ προκαλῆται ἀπὸ τὴν ἔλλειψιν μιᾶς ἐνζυματικῆς οὐσίας εἰς τὸν ὀργανισμόν, κατὰ τὰ πορίσματα ἐρεύνης τοῦ Ἕλληνος ἰατροῦ Δρ Πέτρου Κουμπάρη, εἰς τὸ Ἰατρικὸν Κολλέγιον τῆς Φιλαδελφείας.	[736, 2127, 1051, 2178]
casino-line: τὸν βιρτουόζο ἀκορντεονίστα ΡΟΣΣΑ	[104, 1655, 305, 1667]
lira-row: Ἀγορὰ . . . . . . 52.68	[1324, 1311, 1430, 1323]
cyprus-paragraph: Ἐκ μέρους τῆς Αἰγυπτιακῆς Κυβερνήσεως παρέστησαν ὁ Ὑφυπουργὸς τῶν Ἐξωτερικῶν κ. Χέφι, ὁ Γενικὸς Γραμματεὺς τοῦ Πανεπιστημίου Σέμπου κ. Ἀσφὰλ Χασσὰν καὶ ὁ ἀντιπρόσωπος τοῦ Ἰντερνούν. Ἡ δεξίωσις ὑπῆρξεν λίαν ἐπιτυχής.	[771, 370, 1051, 455]
hellenes-paragraph: Ἡ προηγμένη τῆς Ἀν. Γερμανίας συνεχίζεται ἀπὸ χθὲς νὰ πιστέψῃ δηλώσεις καὶ ἐπιστολὰς κατοίκων, διὰ τῶν ὁποίων θέλει νὰ ἀποκαλυφθῇ τὸ κλείσιμον τῶν συνόρων καὶ νὰ προκαλέσῃ συνεπείας.	[14, 1002, 396, 1058]
periph-paragraph: Διότι τὸ Κοινοβούλιον, πρόκειται νὰ ψηφίσῃ νόμον ὁρίζοντα ὡς ἐπίσημον ἐθνικὴν θρησκείαν τὸν Βουδδισμόν.	[407, 962, 760, 991]
iatr-intro: Πιθανὴν ἀρχὴν ποὺ ἀφορᾷ τὰς αἰτίας ἐξαπλώσεως τοῦ πάθους	[736, 2081, 1051, 2105]
sim-headline: ΣΑΝ ΣΗΜΕΡΑ	[148, 1346, 261, 1362]
lira-row: ΖΥΡΙΧΗ 15 Αὐγούστου	[1391, 1336, 1512, 1349]
rhodes-paragraph: ΙΔΟΥ... ὅσα ἄρχουν στὸν Ἀγγλικὸ κύκλο Κρήτην Ἀλεξάνδρεια, ἀπὸ τὴν ἐφημερίδα τοῦ χωριοῦ μας σημαίνει: «Ὅταν λοιπὸν θὰ ἀφιέρωσα τὴν γνώμην μου μερικῶν, κατάλαβα τὸ ἀνέκδοτο τῶν ἄλλων στὴν συνοικία.»	[14, 2163, 396, 2214]
orfi-paragraph: Ἡ νεαρὰ καλλιτέχνις δηλώνει ὅτι θὰ ἐγκαταλείψῃ τὴν ἀρένα καὶ θὰ ἀφοσιωθῇ ὁριστικῶς εἰς τὸν κινηματογράφο.	[1324, 365, 1580, 407]
hellenes-paragraph: Οἱ ξένοι ὑπήκοοι, μεταξὺ τῶν ὁποίων συγκαταλέγονται 600 Ἕλληνες διαφόρων ἐπαγγελμάτων καὶ 400 φοιτηταὶ διαμένοντες εἰς τὸν δυτικὸν τομέα, καθὼς καὶ ὅσοι τυγχάνουν εἰς τὴν Ἑλλάδα κατὰ τὴν περίοδον αὐτήν, οὐδένα περιορισμὸν θὰ ἐφαρμόσουν κατὰ τὴν ἐπιστροφήν.	[14, 880, 396, 952]
elis-article	[1063, 99, 1312, 656]
koin-sub: ΚΑΙΡΟΥ	[544, 1960, 586, 1972]
ad-name: ΠΕΤΡΟΣ Α. ΒΛΑΧΟΓΙΑΝΝΗΣ	[1147, 1467, 1495, 1499]
dioik-article	[407, 1695, 1051, 1884]
casino-artist-2: ΖΑΖΑ	[88, 1601, 229, 1642]
dioik-item: 12.— Ἐκποίησις ἀχρήστου σιδήρου	[739, 1799, 926, 1812]
edo-paragraph: Τυχερώτεροι δηλαδὴ ἐμεῖς οἱ Ἀλεξανδρινοὶ ποὺ τουλάχιστον δὲν καιόμεθα.	[14, 344, 396, 373]
periph-paragraph: Ἀφίχθη εἰς τὴν πρωτεύουσαν τὴν παρελθοῦσαν Τρίτην τὸ ἀπόγευμα, ὁ πρῴην ὑπουργὸς τῆς Ἀγγλίας κ. Ἄντονυ Νάττινγκ.	[771, 770, 1051, 813]
hellenes-paragraph: Τὸ ὁριστικὸν κλείσιμον τῶν συνόρων τῶν δύο τομέων, δὲν ἀφήνει πλέον περιθώρια φυγῆς.	[14, 849, 396, 877]
address-line: Ἀκίνητον ΥΝΙΟΝ (παρὰ τὰ Ἐθν. Δικαστήρια), Διαμέρισμα ἀρ. 28	[525, 170, 934, 185]
dioik-item: 9.— Προμήθεια ἐργαλείων	[739, 1761, 880, 1774]
titov-answer: Ἀπέχει 384.400 χιλιόμετρα περίπου ἀπὸ τὴν Γῆν.	[1063, 1013, 1312, 1042]
edo-paragraph: ΜΕΓΑΛΗ κίνησις εἰς τὸ Προξενεῖον τὸν τελευταῖο καιρό. Παρ' ὅλον ὅτι ἐπέρασεν ἡ κανονικὴ περίοδος τῶν τοξόβολων, ἐν τούτοις ὅμως καὶ κοσμήματα ἀνεξαντλήταν εἰσὶ γιὰ θεωρήσεις. Ἐγγραφὰ εἰς τὸ Προξενεῖον. Καὶ θὰ ἤθελα νὰ διαφωνήσωμεν ὅτι τὸ πρόσωπον ἐκεῖνο ὅτι μπορεῖ γιὰ νὰ μπορέσῃ νὰ τοποθετηθῇ στὶς πολλαπλὲς ὑποχρεώσεις.	[14, 391, 396, 477]
titov-question: 8. Θὰ εἶναι ὁ πρῶτος Ρῶσος;	[1324, 929, 1512, 944]
cyprus-paragraph: Παρέστησαν ὁ Πρέσβυς τῆς Ἑλλάδος κ. Δημήτριος Λάμπρος, ὁ Πρόξενος κ. Ἐμμ. Σπυριδάκης, ὁ κ. Γ. Φωτιάδης, ἐκπρόσωποι τοῦ Τύπου, ἡ Κα Ἀγλαΐα Νικολαΐδου, βοηθὸς Ἀκολούθου Τύπου, Πρέσβεις καὶ ἄλλοι.	[407, 381, 760, 437]
rhodes-paragraph: ΕΚ Μυτιλήνης, τηλεγραφοῦν: «Συνελήφθη ὁ Ι. Μουρδάκης, ἐτῶν 17, ἐκ Γορτυνίας, μουσικός, διότι εἰσεχώρησεν εἰς τὴν χώραν παρανόμως κατ' ἐκείνας, παρὰ τὴν ἔτην «Τσαμπέκων, δηλαδὴ ἐφοδιάσθη μὲ ἐγγράφων τῶν ἀγροτῶν, ἀφῆσε ὅμως καὶ τοῦτον διάφορα μικροποσά.»	[14, 1907, 396, 1957]
orfi-headline-1: ΔΕΝ ΜΠΟΡΕΙ ΝΑ ΓΟΗΤΕΥΗ	[1354, 110, 1549, 130]
elis-headline-2: ΘΙΓΕΙ ΤΟΥΣ ΒΡΕΤΑΝΟΥΣ	[1099, 127, 1276, 148]
dateline: ΛΟΝΔΙΝΟΝ, Αὔγουστος.—	[1063, 198, 1232, 213]
